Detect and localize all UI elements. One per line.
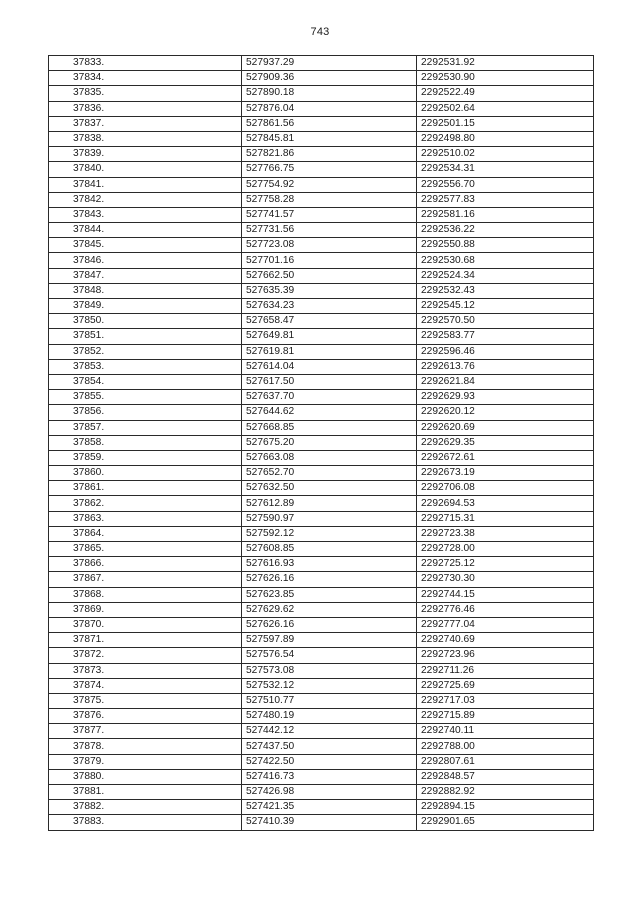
point-number-cell: 37853. (49, 359, 242, 374)
point-number-cell: 37846. (49, 253, 242, 268)
point-number-cell: 37847. (49, 268, 242, 283)
point-number-cell: 37848. (49, 283, 242, 298)
table-row (49, 587, 594, 602)
point-number-cell: 37850. (49, 314, 242, 329)
x-coordinate-cell: 527876.04 (242, 101, 417, 116)
x-coordinate-cell: 527626.16 (242, 617, 417, 632)
x-coordinate-cell: 527658.47 (242, 314, 417, 329)
point-number-cell: 37873. (49, 663, 242, 678)
y-coordinate-cell: 2292629.93 (417, 390, 594, 405)
table-row (49, 162, 594, 177)
point-number-cell: 37851. (49, 329, 242, 344)
point-number-cell: 37870. (49, 617, 242, 632)
table-row (49, 177, 594, 192)
x-coordinate-cell: 527754.92 (242, 177, 417, 192)
y-coordinate-cell: 2292728.00 (417, 542, 594, 557)
x-coordinate-cell: 527614.04 (242, 359, 417, 374)
table-row (49, 663, 594, 678)
y-coordinate-cell: 2292706.08 (417, 481, 594, 496)
point-number-cell: 37872. (49, 648, 242, 663)
y-coordinate-cell: 2292545.12 (417, 299, 594, 314)
table-row (49, 572, 594, 587)
y-coordinate-cell: 2292673.19 (417, 466, 594, 481)
y-coordinate-cell: 2292776.46 (417, 602, 594, 617)
y-coordinate-cell: 2292522.49 (417, 86, 594, 101)
x-coordinate-cell: 527741.57 (242, 207, 417, 222)
table-row (49, 223, 594, 238)
point-number-cell: 37842. (49, 192, 242, 207)
point-number-cell: 37833. (49, 56, 242, 71)
y-coordinate-cell: 2292882.92 (417, 785, 594, 800)
point-number-cell: 37836. (49, 101, 242, 116)
x-coordinate-cell: 527662.50 (242, 268, 417, 283)
y-coordinate-cell: 2292510.02 (417, 147, 594, 162)
y-coordinate-cell: 2292501.15 (417, 116, 594, 131)
point-number-cell: 37838. (49, 131, 242, 146)
table-row (49, 101, 594, 116)
x-coordinate-cell: 527410.39 (242, 815, 417, 830)
y-coordinate-cell: 2292894.15 (417, 800, 594, 815)
table-row (49, 481, 594, 496)
table-row (49, 147, 594, 162)
y-coordinate-cell: 2292613.76 (417, 359, 594, 374)
point-number-cell: 37835. (49, 86, 242, 101)
table-row (49, 253, 594, 268)
point-number-cell: 37883. (49, 815, 242, 830)
x-coordinate-cell: 527437.50 (242, 739, 417, 754)
table-row (49, 314, 594, 329)
y-coordinate-cell: 2292530.90 (417, 71, 594, 86)
table-row (49, 207, 594, 222)
table-row (49, 420, 594, 435)
x-coordinate-cell: 527845.81 (242, 131, 417, 146)
table-row (49, 192, 594, 207)
y-coordinate-cell: 2292723.96 (417, 648, 594, 663)
y-coordinate-cell: 2292740.11 (417, 724, 594, 739)
y-coordinate-cell: 2292629.35 (417, 435, 594, 450)
x-coordinate-cell: 527510.77 (242, 693, 417, 708)
table-row (49, 450, 594, 465)
y-coordinate-cell: 2292723.38 (417, 526, 594, 541)
table-row (49, 116, 594, 131)
point-number-cell: 37866. (49, 557, 242, 572)
table-row (49, 633, 594, 648)
table-row (49, 86, 594, 101)
x-coordinate-cell: 527617.50 (242, 374, 417, 389)
point-number-cell: 37837. (49, 116, 242, 131)
table-row (49, 268, 594, 283)
table-row (49, 724, 594, 739)
table-row (49, 739, 594, 754)
table-row (49, 648, 594, 663)
y-coordinate-cell: 2292577.83 (417, 192, 594, 207)
table-row (49, 754, 594, 769)
table-row (49, 238, 594, 253)
y-coordinate-cell: 2292596.46 (417, 344, 594, 359)
point-number-cell: 37834. (49, 71, 242, 86)
y-coordinate-cell: 2292777.04 (417, 617, 594, 632)
y-coordinate-cell: 2292694.53 (417, 496, 594, 511)
x-coordinate-cell: 527909.36 (242, 71, 417, 86)
x-coordinate-cell: 527635.39 (242, 283, 417, 298)
y-coordinate-cell: 2292725.12 (417, 557, 594, 572)
x-coordinate-cell: 527766.75 (242, 162, 417, 177)
x-coordinate-cell: 527616.93 (242, 557, 417, 572)
coordinates-table (48, 55, 594, 831)
point-number-cell: 37869. (49, 602, 242, 617)
table-row (49, 800, 594, 815)
point-number-cell: 37839. (49, 147, 242, 162)
y-coordinate-cell: 2292530.68 (417, 253, 594, 268)
y-coordinate-cell: 2292725.69 (417, 678, 594, 693)
x-coordinate-cell: 527731.56 (242, 223, 417, 238)
point-number-cell: 37855. (49, 390, 242, 405)
table-row (49, 359, 594, 374)
point-number-cell: 37841. (49, 177, 242, 192)
coordinates-table-body (49, 56, 594, 831)
point-number-cell: 37852. (49, 344, 242, 359)
y-coordinate-cell: 2292536.22 (417, 223, 594, 238)
x-coordinate-cell: 527632.50 (242, 481, 417, 496)
y-coordinate-cell: 2292730.30 (417, 572, 594, 587)
point-number-cell: 37878. (49, 739, 242, 754)
x-coordinate-cell: 527421.35 (242, 800, 417, 815)
x-coordinate-cell: 527626.16 (242, 572, 417, 587)
table-row (49, 785, 594, 800)
y-coordinate-cell: 2292717.03 (417, 693, 594, 708)
y-coordinate-cell: 2292531.92 (417, 56, 594, 71)
x-coordinate-cell: 527652.70 (242, 466, 417, 481)
table-row (49, 511, 594, 526)
x-coordinate-cell: 527422.50 (242, 754, 417, 769)
y-coordinate-cell: 2292788.00 (417, 739, 594, 754)
x-coordinate-cell: 527668.85 (242, 420, 417, 435)
point-number-cell: 37871. (49, 633, 242, 648)
table-row (49, 542, 594, 557)
point-number-cell: 37865. (49, 542, 242, 557)
x-coordinate-cell: 527426.98 (242, 785, 417, 800)
y-coordinate-cell: 2292620.12 (417, 405, 594, 420)
y-coordinate-cell: 2292620.69 (417, 420, 594, 435)
page-number: 743 (310, 26, 330, 38)
point-number-cell: 37857. (49, 420, 242, 435)
y-coordinate-cell: 2292672.61 (417, 450, 594, 465)
point-number-cell: 37859. (49, 450, 242, 465)
point-number-cell: 37854. (49, 374, 242, 389)
y-coordinate-cell: 2292581.16 (417, 207, 594, 222)
x-coordinate-cell: 527573.08 (242, 663, 417, 678)
x-coordinate-cell: 527649.81 (242, 329, 417, 344)
point-number-cell: 37864. (49, 526, 242, 541)
y-coordinate-cell: 2292715.31 (417, 511, 594, 526)
point-number-cell: 37860. (49, 466, 242, 481)
y-coordinate-cell: 2292502.64 (417, 101, 594, 116)
x-coordinate-cell: 527592.12 (242, 526, 417, 541)
x-coordinate-cell: 527416.73 (242, 769, 417, 784)
y-coordinate-cell: 2292711.26 (417, 663, 594, 678)
table-row (49, 56, 594, 71)
point-number-cell: 37861. (49, 481, 242, 496)
x-coordinate-cell: 527634.23 (242, 299, 417, 314)
x-coordinate-cell: 527821.86 (242, 147, 417, 162)
x-coordinate-cell: 527629.62 (242, 602, 417, 617)
table-row (49, 526, 594, 541)
table-row (49, 435, 594, 450)
x-coordinate-cell: 527590.97 (242, 511, 417, 526)
x-coordinate-cell: 527701.16 (242, 253, 417, 268)
y-coordinate-cell: 2292498.80 (417, 131, 594, 146)
point-number-cell: 37877. (49, 724, 242, 739)
x-coordinate-cell: 527723.08 (242, 238, 417, 253)
table-row (49, 815, 594, 830)
point-number-cell: 37844. (49, 223, 242, 238)
table-row (49, 617, 594, 632)
y-coordinate-cell: 2292583.77 (417, 329, 594, 344)
x-coordinate-cell: 527758.28 (242, 192, 417, 207)
point-number-cell: 37862. (49, 496, 242, 511)
point-number-cell: 37856. (49, 405, 242, 420)
point-number-cell: 37840. (49, 162, 242, 177)
x-coordinate-cell: 527480.19 (242, 709, 417, 724)
x-coordinate-cell: 527597.89 (242, 633, 417, 648)
table-row (49, 693, 594, 708)
point-number-cell: 37849. (49, 299, 242, 314)
point-number-cell: 37879. (49, 754, 242, 769)
table-row (49, 709, 594, 724)
x-coordinate-cell: 527637.70 (242, 390, 417, 405)
x-coordinate-cell: 527937.29 (242, 56, 417, 71)
table-row (49, 131, 594, 146)
table-row (49, 405, 594, 420)
y-coordinate-cell: 2292524.34 (417, 268, 594, 283)
x-coordinate-cell: 527619.81 (242, 344, 417, 359)
x-coordinate-cell: 527612.89 (242, 496, 417, 511)
point-number-cell: 37874. (49, 678, 242, 693)
y-coordinate-cell: 2292740.69 (417, 633, 594, 648)
y-coordinate-cell: 2292848.57 (417, 769, 594, 784)
table-row (49, 344, 594, 359)
table-row (49, 466, 594, 481)
x-coordinate-cell: 527623.85 (242, 587, 417, 602)
table-row (49, 678, 594, 693)
point-number-cell: 37876. (49, 709, 242, 724)
y-coordinate-cell: 2292744.15 (417, 587, 594, 602)
y-coordinate-cell: 2292807.61 (417, 754, 594, 769)
point-number-cell: 37858. (49, 435, 242, 450)
point-number-cell: 37868. (49, 587, 242, 602)
table-row (49, 557, 594, 572)
point-number-cell: 37867. (49, 572, 242, 587)
table-row (49, 769, 594, 784)
x-coordinate-cell: 527675.20 (242, 435, 417, 450)
table-row (49, 374, 594, 389)
table-row (49, 329, 594, 344)
point-number-cell: 37843. (49, 207, 242, 222)
y-coordinate-cell: 2292556.70 (417, 177, 594, 192)
point-number-cell: 37882. (49, 800, 242, 815)
table-row (49, 390, 594, 405)
x-coordinate-cell: 527644.62 (242, 405, 417, 420)
y-coordinate-cell: 2292715.89 (417, 709, 594, 724)
table-row (49, 283, 594, 298)
table-row (49, 602, 594, 617)
x-coordinate-cell: 527890.18 (242, 86, 417, 101)
table-row (49, 71, 594, 86)
table-row (49, 496, 594, 511)
point-number-cell: 37875. (49, 693, 242, 708)
x-coordinate-cell: 527861.56 (242, 116, 417, 131)
y-coordinate-cell: 2292550.88 (417, 238, 594, 253)
x-coordinate-cell: 527442.12 (242, 724, 417, 739)
point-number-cell: 37881. (49, 785, 242, 800)
point-number-cell: 37880. (49, 769, 242, 784)
point-number-cell: 37845. (49, 238, 242, 253)
y-coordinate-cell: 2292901.65 (417, 815, 594, 830)
y-coordinate-cell: 2292532.43 (417, 283, 594, 298)
x-coordinate-cell: 527663.08 (242, 450, 417, 465)
x-coordinate-cell: 527532.12 (242, 678, 417, 693)
point-number-cell: 37863. (49, 511, 242, 526)
y-coordinate-cell: 2292534.31 (417, 162, 594, 177)
x-coordinate-cell: 527576.54 (242, 648, 417, 663)
table-row (49, 299, 594, 314)
x-coordinate-cell: 527608.85 (242, 542, 417, 557)
y-coordinate-cell: 2292621.84 (417, 374, 594, 389)
y-coordinate-cell: 2292570.50 (417, 314, 594, 329)
